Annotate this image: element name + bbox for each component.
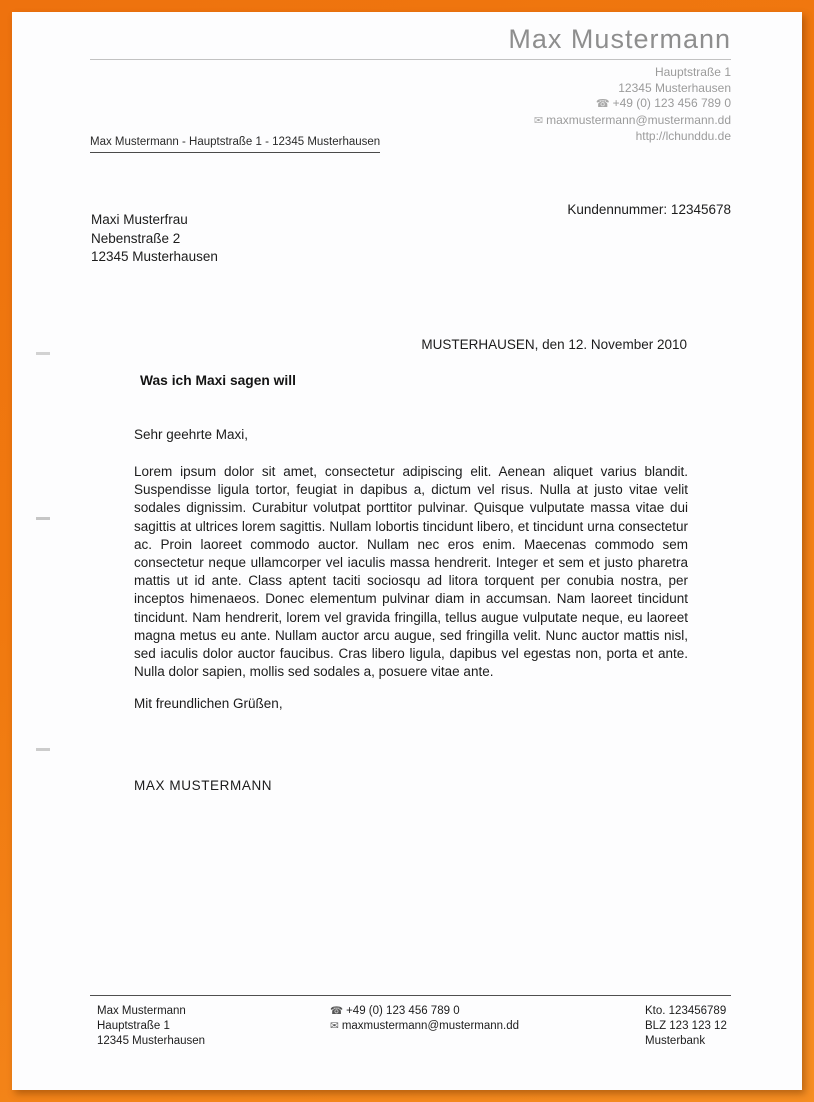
footer-bank-column [645,1004,727,1049]
footer-email: maxmustermann@mustermann.dd [341,1020,520,1032]
footer-email-line [330,1019,519,1034]
fold-mark-bottom [36,748,50,751]
date-line: MUSTERHAUSEN, den 12. November 2010 [421,337,687,352]
footer-city: 12345 Musterhausen [97,1035,206,1047]
letterhead-divider [90,59,731,60]
closing-phrase: Mit freundlichen Grüßen, [134,696,283,711]
letterhead-address-line2: 12345 Musterhausen [618,80,731,95]
letterhead-phone: +49 (0) 123 456 789 0 [612,96,731,111]
footer-phone-line [330,1004,519,1019]
footer-bank-code: BLZ 123 123 12 [645,1020,727,1032]
footer-bank-name: Musterbank [645,1035,706,1047]
footer-address-column [97,1004,205,1049]
salutation: Sehr geehrte Maxi, [134,427,249,442]
envelope-icon: ✉ [330,1020,339,1032]
letterhead-email-line [534,113,731,130]
letterhead-phone-line [534,96,731,113]
customer-number: Kundennummer: 12345678 [567,202,731,217]
sender-return-address: Max Mustermann - Hauptstraße 1 - 12345 Musterhausen [90,136,380,153]
footer-divider [90,995,731,996]
letter-body: Lorem ipsum dolor sit amet, consectetur adipiscing elit. Aenean aliquet varius blandit. Suspendisse ligula tortor, feugiat in dapibus a, dictum vel risus. Nulla at justo vitae velit sodales dignissim. Curabitur volutpat porttitor pulvinar. Quisque vulputate massa vitae dui sagittis at ultrices lorem sagittis. Nullam lobortis tincidunt libero, et tincidunt urna consectetur ac. Proin laoreet commodo auctor. Nullam nec eros enim. Maecenas commodo sem consectetur neque ullamcorper vel iaculis massa hendrerit. Integer et sem et justo pharetra mattis ut id ante. Class aptent taciti sociosqu ad litora torquent per conubia nostra, per inceptos himenaeos. Donec elementum pulvinar diam in accumsan. Nam laoreet tincidunt tincidunt. Nam hendrerit, lorem vel gravida fringilla, tellus augue vulputate neque, eu laoreet magna metus eu ante. Nullam auctor arcu augue, sed fringilla velit. Nunc auctor mattis nisl, sed iaculis dolor auctor faucibus. Cras libero ligula, dapibus vel egestas non, porta et ante. Nulla dolor sapien, mollis sed sodales a, posuere vitae ante. [134,464,688,680]
envelope-icon: ✉ [533,114,544,127]
signature-name: MAX MUSTERMANN [134,778,273,793]
fold-mark-middle [36,517,50,520]
letterhead-email: maxmustermann@mustermann.dd [546,112,731,127]
letterhead-website: http://lchunddu.de [635,129,731,144]
letterhead-contact-block [534,65,731,145]
fold-mark-top [36,352,50,355]
subject-line: Was ich Maxi sagen will [140,373,296,388]
footer-contact-column [330,1004,519,1034]
recipient-address-block [91,211,218,267]
recipient-street: Nebenstraße 2 [91,230,181,246]
phone-icon: ☎ [595,98,610,111]
letter-paper [12,12,802,1090]
letterhead-name: Max Mustermann [508,24,731,54]
footer-street: Hauptstraße 1 [97,1020,170,1032]
footer-phone: +49 (0) 123 456 789 0 [346,1005,460,1017]
footer-account-number: Kto. 123456789 [645,1005,727,1017]
letterhead-address-line1: Hauptstraße 1 [654,65,731,79]
recipient-city: 12345 Musterhausen [91,249,218,264]
footer-name: Max Mustermann [97,1005,186,1017]
recipient-name: Maxi Musterfrau [91,212,188,227]
phone-icon: ☎ [330,1005,344,1017]
